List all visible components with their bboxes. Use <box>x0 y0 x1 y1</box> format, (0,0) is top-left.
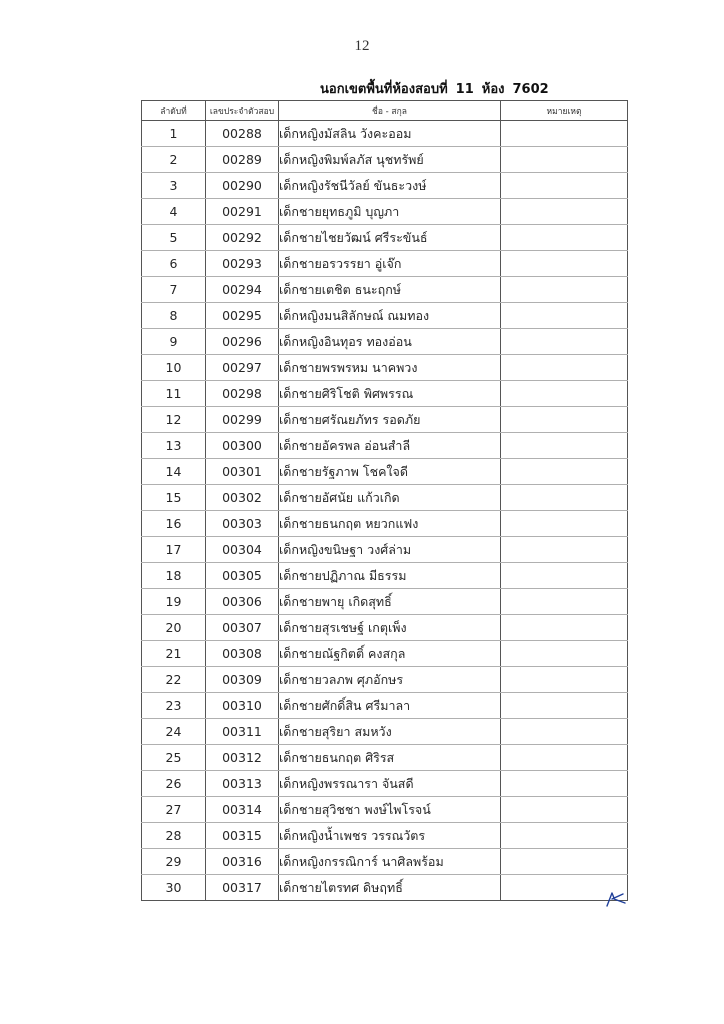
row-order-number: 8 <box>142 303 206 329</box>
table-row <box>142 797 628 823</box>
heading-building: 11 <box>455 82 474 97</box>
row-order-number: 22 <box>142 667 206 693</box>
row-order-number: 3 <box>142 173 206 199</box>
row-student-name: เด็กหญิงกรรณิการ์ นาศิลพร้อม <box>279 849 501 875</box>
row-student-name: เด็กชายสุวิชชา พงษ์ไพโรจน์ <box>279 797 501 823</box>
row-remarks <box>501 329 628 355</box>
row-student-name: เด็กชายสุรเชษฐ์ เกตุเพ็ง <box>279 615 501 641</box>
heading-text: นอกเขตพื้นที่ห้องสอบที่ <box>320 82 448 97</box>
row-exam-id: 00317 <box>206 875 279 901</box>
row-exam-id: 00292 <box>206 225 279 251</box>
heading-room-number: 7602 <box>512 82 549 97</box>
row-exam-id: 00312 <box>206 745 279 771</box>
row-exam-id: 00288 <box>206 121 279 147</box>
table-row <box>142 225 628 251</box>
table-row <box>142 277 628 303</box>
row-order-number: 6 <box>142 251 206 277</box>
row-remarks <box>501 719 628 745</box>
row-exam-id: 00311 <box>206 719 279 745</box>
row-exam-id: 00297 <box>206 355 279 381</box>
row-student-name: เด็กชายไตรทศ ดิษฤทธิ์ <box>279 875 501 901</box>
row-remarks <box>501 849 628 875</box>
row-exam-id: 00289 <box>206 147 279 173</box>
row-order-number: 7 <box>142 277 206 303</box>
table-row <box>142 433 628 459</box>
row-exam-id: 00290 <box>206 173 279 199</box>
column-header-order: ลำดับที่ <box>142 101 206 121</box>
row-order-number: 14 <box>142 459 206 485</box>
row-student-name: เด็กชายวลภพ ศุภอักษร <box>279 667 501 693</box>
row-student-name: เด็กหญิงพิมพ์ลภัส นุชทรัพย์ <box>279 147 501 173</box>
row-order-number: 21 <box>142 641 206 667</box>
row-exam-id: 00308 <box>206 641 279 667</box>
row-exam-id: 00302 <box>206 485 279 511</box>
row-order-number: 9 <box>142 329 206 355</box>
row-order-number: 5 <box>142 225 206 251</box>
row-order-number: 30 <box>142 875 206 901</box>
row-remarks <box>501 589 628 615</box>
row-exam-id: 00306 <box>206 589 279 615</box>
row-exam-id: 00294 <box>206 277 279 303</box>
table-row <box>142 537 628 563</box>
table-row <box>142 771 628 797</box>
row-order-number: 11 <box>142 381 206 407</box>
row-exam-id: 00314 <box>206 797 279 823</box>
row-student-name: เด็กชายอรวรรยา อู่เจ๊ก <box>279 251 501 277</box>
row-remarks <box>501 173 628 199</box>
row-remarks <box>501 251 628 277</box>
table-row <box>142 849 628 875</box>
row-exam-id: 00298 <box>206 381 279 407</box>
row-student-name: เด็กหญิงน้ำเพชร วรรณวัตร <box>279 823 501 849</box>
row-remarks <box>501 693 628 719</box>
column-header-full-name: ชื่อ - สกุล <box>279 101 501 121</box>
row-remarks <box>501 563 628 589</box>
table-row <box>142 667 628 693</box>
table-row <box>142 563 628 589</box>
table-row <box>142 719 628 745</box>
row-exam-id: 00316 <box>206 849 279 875</box>
row-remarks <box>501 459 628 485</box>
row-exam-id: 00299 <box>206 407 279 433</box>
row-order-number: 17 <box>142 537 206 563</box>
row-student-name: เด็กหญิงมัสลิน วังคะออม <box>279 121 501 147</box>
row-order-number: 24 <box>142 719 206 745</box>
row-student-name: เด็กหญิงรัชนีวัลย์ ขันธะวงษ์ <box>279 173 501 199</box>
row-student-name: เด็กหญิงขนิษฐา วงศ์ล่าม <box>279 537 501 563</box>
row-student-name: เด็กชายปฏิภาณ มีธรรม <box>279 563 501 589</box>
table-row <box>142 823 628 849</box>
row-student-name: เด็กชายอัครพล อ่อนสำลี <box>279 433 501 459</box>
column-header-exam-id: เลขประจำตัวสอบ <box>206 101 279 121</box>
row-student-name: เด็กชายรัฐภาพ โชคใจดี <box>279 459 501 485</box>
table-row <box>142 745 628 771</box>
row-student-name: เด็กชายไชยวัฒน์ ศรีระขันธ์ <box>279 225 501 251</box>
row-remarks <box>501 485 628 511</box>
row-remarks <box>501 355 628 381</box>
row-remarks <box>501 511 628 537</box>
table-row <box>142 641 628 667</box>
heading-room-label: ห้อง <box>481 82 505 97</box>
row-order-number: 23 <box>142 693 206 719</box>
row-student-name: เด็กหญิงอินทุอร ทองอ่อน <box>279 329 501 355</box>
table-row <box>142 303 628 329</box>
row-order-number: 4 <box>142 199 206 225</box>
table-row <box>142 199 628 225</box>
table-row <box>142 251 628 277</box>
row-remarks <box>501 797 628 823</box>
row-exam-id: 00313 <box>206 771 279 797</box>
row-remarks <box>501 537 628 563</box>
row-order-number: 28 <box>142 823 206 849</box>
row-remarks <box>501 615 628 641</box>
row-remarks <box>501 407 628 433</box>
row-exam-id: 00305 <box>206 563 279 589</box>
row-remarks <box>501 121 628 147</box>
table-row <box>142 511 628 537</box>
row-student-name: เด็กหญิงมนสิลักษณ์ ณมทอง <box>279 303 501 329</box>
row-remarks <box>501 225 628 251</box>
table-row <box>142 329 628 355</box>
row-exam-id: 00295 <box>206 303 279 329</box>
table-row <box>142 875 628 901</box>
table-row <box>142 355 628 381</box>
row-student-name: เด็กชายธนกฤต หยวกแฟง <box>279 511 501 537</box>
row-remarks <box>501 381 628 407</box>
table-row <box>142 485 628 511</box>
row-remarks <box>501 745 628 771</box>
row-student-name: เด็กชายเตชิต ธนะฤกษ์ <box>279 277 501 303</box>
row-order-number: 10 <box>142 355 206 381</box>
row-remarks <box>501 277 628 303</box>
row-remarks <box>501 771 628 797</box>
table-row <box>142 173 628 199</box>
row-order-number: 16 <box>142 511 206 537</box>
row-order-number: 20 <box>142 615 206 641</box>
row-order-number: 26 <box>142 771 206 797</box>
student-roster-table <box>141 100 628 901</box>
signature-initial-icon <box>604 890 628 908</box>
row-order-number: 29 <box>142 849 206 875</box>
row-exam-id: 00304 <box>206 537 279 563</box>
row-remarks <box>501 147 628 173</box>
row-student-name: เด็กชายอัศนัย แก้วเกิด <box>279 485 501 511</box>
roster-body <box>142 121 628 901</box>
row-exam-id: 00315 <box>206 823 279 849</box>
row-exam-id: 00310 <box>206 693 279 719</box>
row-exam-id: 00296 <box>206 329 279 355</box>
row-remarks <box>501 823 628 849</box>
row-exam-id: 00303 <box>206 511 279 537</box>
row-order-number: 12 <box>142 407 206 433</box>
row-student-name: เด็กชายณัฐกิตติ์ คงสกุล <box>279 641 501 667</box>
table-row <box>142 147 628 173</box>
row-order-number: 2 <box>142 147 206 173</box>
row-student-name: เด็กชายยุทธภูมิ บุญภา <box>279 199 501 225</box>
row-order-number: 1 <box>142 121 206 147</box>
row-student-name: เด็กชายพายุ เกิดสุทธิ์ <box>279 589 501 615</box>
row-student-name: เด็กชายสุริยา สมหวัง <box>279 719 501 745</box>
row-exam-id: 00300 <box>206 433 279 459</box>
row-student-name: เด็กชายศรัณยภัทร รอดภัย <box>279 407 501 433</box>
row-exam-id: 00291 <box>206 199 279 225</box>
row-exam-id: 00307 <box>206 615 279 641</box>
row-order-number: 15 <box>142 485 206 511</box>
table-row <box>142 589 628 615</box>
row-student-name: เด็กชายธนกฤต ศิริรส <box>279 745 501 771</box>
row-student-name: เด็กชายพรพรหม นาคพวง <box>279 355 501 381</box>
table-row <box>142 693 628 719</box>
row-remarks <box>501 433 628 459</box>
exam-room-heading <box>320 78 557 99</box>
row-exam-id: 00309 <box>206 667 279 693</box>
row-student-name: เด็กหญิงพรรณารา จันสดี <box>279 771 501 797</box>
row-remarks <box>501 199 628 225</box>
row-order-number: 27 <box>142 797 206 823</box>
table-header-row <box>142 101 628 121</box>
table-row <box>142 615 628 641</box>
row-exam-id: 00301 <box>206 459 279 485</box>
row-order-number: 13 <box>142 433 206 459</box>
row-student-name: เด็กชายศักดิ์สิน ศรีมาลา <box>279 693 501 719</box>
table-row <box>142 121 628 147</box>
table-row <box>142 459 628 485</box>
row-order-number: 18 <box>142 563 206 589</box>
row-student-name: เด็กชายศิริโชติ พิศพรรณ <box>279 381 501 407</box>
column-header-remarks: หมายเหตุ <box>501 101 628 121</box>
table-row <box>142 381 628 407</box>
row-order-number: 19 <box>142 589 206 615</box>
row-exam-id: 00293 <box>206 251 279 277</box>
table-row <box>142 407 628 433</box>
row-order-number: 25 <box>142 745 206 771</box>
row-remarks <box>501 641 628 667</box>
page-number: 12 <box>354 38 370 54</box>
row-remarks <box>501 667 628 693</box>
row-remarks <box>501 303 628 329</box>
